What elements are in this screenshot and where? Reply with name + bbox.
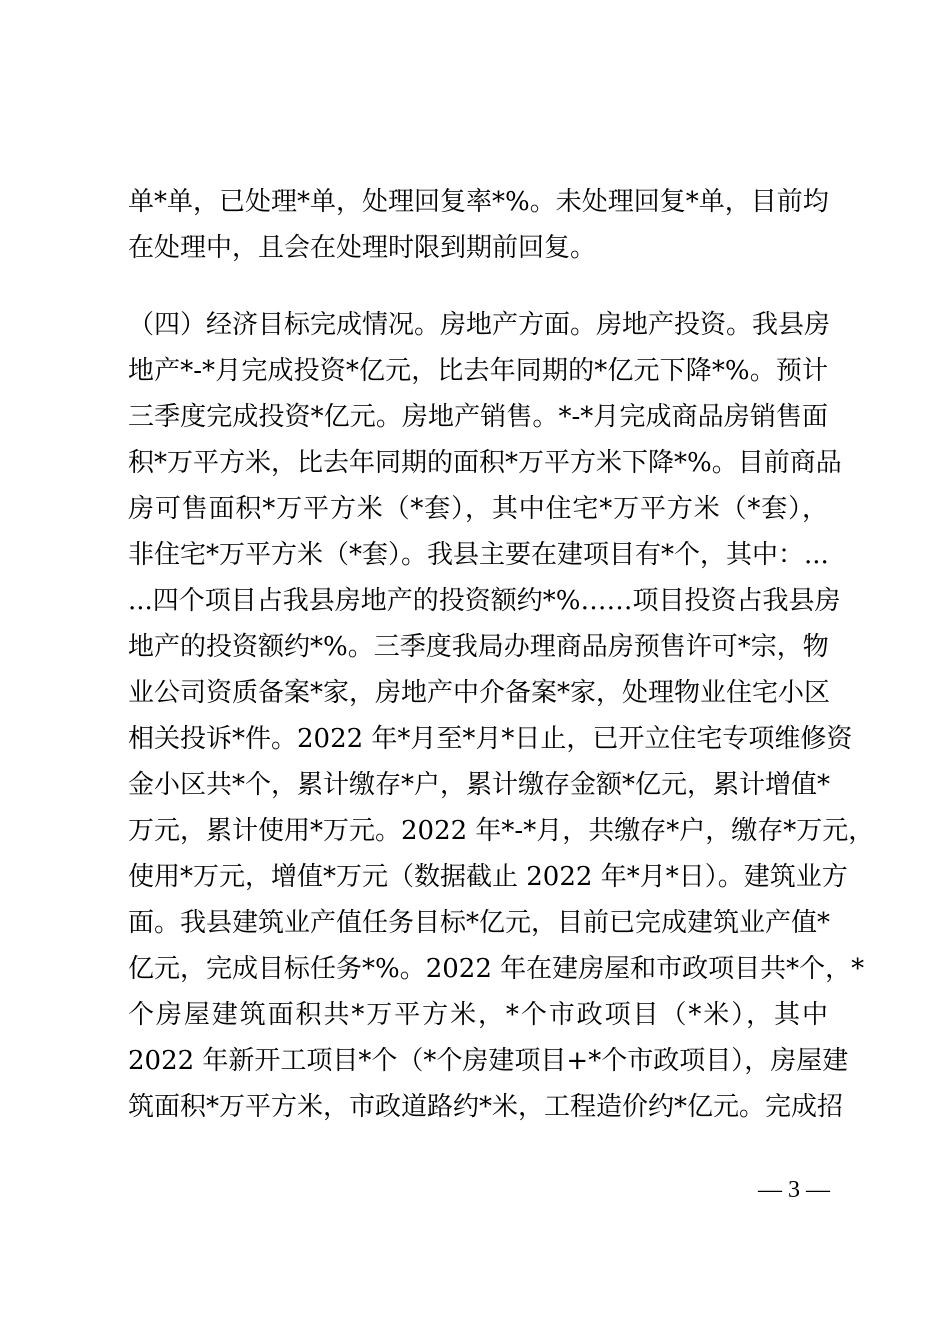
paragraph-2-line-2: 地产*-*月完成投资*亿元，比去年同期的*亿元下降*%。预计 xyxy=(128,356,828,386)
paragraph-2-line-9: 业公司资质备案*家，房地产中介备案*家，处理物业住宅小区 xyxy=(128,678,831,708)
paragraph-2-line-1: （四）经济目标完成情况。房地产方面。房地产投资。我县房 xyxy=(128,310,831,340)
paragraph-2-line-17: 2022 年新开工项目*个（*个房建项目+*个市政项目），房屋建 xyxy=(128,1046,849,1076)
paragraph-1-line-1: 单*单，已处理*单，处理回复率*%。未处理回复*单，目前均 xyxy=(128,187,829,217)
paragraph-2-line-15: 亿元，完成目标任务*%。2022 年在建房屋和市政项目共*个，* xyxy=(128,954,865,984)
paragraph-2-line-14: 面。我县建筑业产值任务目标*亿元，目前已完成建筑业产值* xyxy=(128,908,831,938)
paragraph-2-line-16: 个房屋建筑面积共*万平方米，*个市政项目（*米），其中 xyxy=(128,1000,828,1030)
paragraph-2-line-11: 金小区共*个，累计缴存*户，累计缴存金额*亿元，累计增值* xyxy=(128,770,831,800)
paragraph-2-line-10: 相关投诉*件。2022 年*月至*月*日止，已开立住宅专项维修资 xyxy=(128,724,853,754)
paragraph-2-line-6: 非住宅*万平方米（*套）。我县主要在建项目有*个，其中：... xyxy=(128,540,829,570)
page-number: — 3 — xyxy=(758,1177,830,1203)
paragraph-2-line-3: 三季度完成投资*亿元。房地产销售。*-*月完成商品房销售面 xyxy=(128,402,828,432)
paragraph-2-line-13: 使用*万元，增值*万元（数据截止 2022 年*月*日）。建筑业方 xyxy=(128,862,848,892)
paragraph-1-line-2: 在处理中，且会在处理时限到期前回复。 xyxy=(128,233,597,263)
paragraph-2-line-18: 筑面积*万平方米，市政道路约*米，工程造价约*亿元。完成招 xyxy=(128,1092,844,1122)
paragraph-2-line-4: 积*万平方米，比去年同期的面积*万平方米下降*%。目前商品 xyxy=(128,448,842,478)
paragraph-2-line-8: 地产的投资额约*%。三季度我局办理商品房预售许可*宗，物 xyxy=(128,632,829,662)
paragraph-2-line-5: 房可售面积*万平方米（*套），其中住宅*万平方米（*套）， xyxy=(128,494,828,524)
paragraph-2-line-12: 万元，累计使用*万元。2022 年*-*月，共缴存*户，缴存*万元， xyxy=(128,816,875,846)
paragraph-2-line-7: ...四个项目占我县房地产的投资额约*%……项目投资占我县房 xyxy=(128,586,841,616)
